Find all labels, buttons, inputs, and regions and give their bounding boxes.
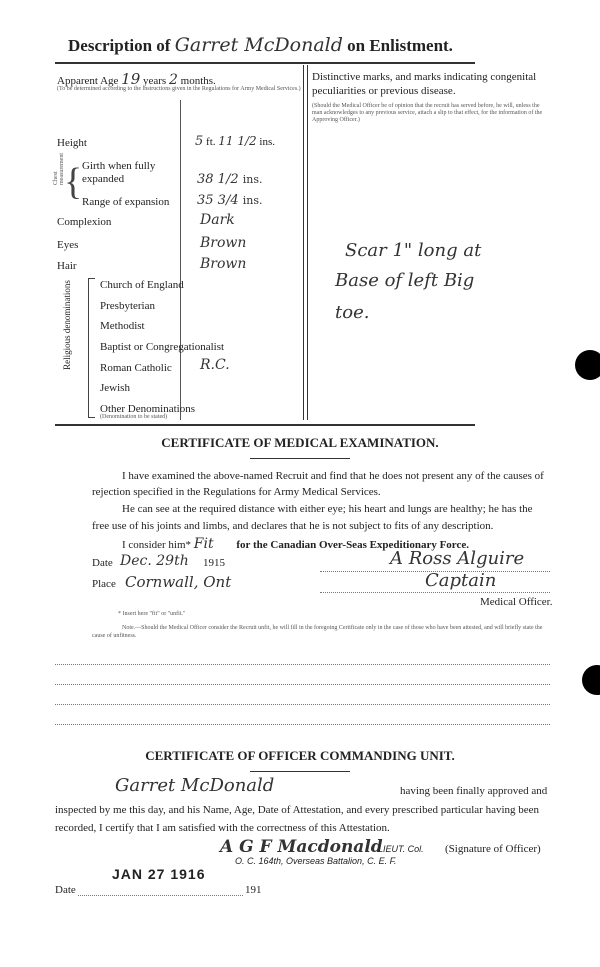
hair-label: Hair — [57, 260, 77, 272]
ins-label: ins. — [242, 194, 263, 207]
age-note: (To be determined according to the instructions given in the Regulations for Army Medical Services.) — [57, 86, 301, 92]
months-label: months. — [180, 75, 216, 87]
medical-officer-signature: A Ross Alguire — [390, 548, 525, 569]
medical-heading: CERTIFICATE OF MEDICAL EXAMINATION. — [161, 435, 439, 450]
height-value — [195, 134, 275, 149]
year: 1915 — [203, 557, 225, 569]
consider-suffix: for the Canadian Over-Seas Expeditionary Force. — [236, 539, 469, 551]
religion-item: Methodist — [100, 320, 145, 332]
religion-item: Roman Catholic — [100, 362, 172, 374]
height-label: Height — [57, 137, 87, 149]
ins-label: ins. — [259, 136, 276, 148]
brace: { — [64, 161, 83, 203]
complexion-label: Complexion — [57, 216, 112, 228]
religion-item: Jewish — [100, 382, 130, 394]
commanding-text: inspected by me this day, and his Name, Age, Date of Attestation, and every prescribed particular having been recorded, I certify that I am satisfied with the correctness of this Attestation. — [55, 804, 540, 834]
religion-value: R.C. — [200, 357, 230, 373]
girth-number: 38 1/2 — [197, 172, 239, 187]
date-stamp: JAN 27 1916 — [112, 866, 206, 882]
other-note: (Denomination to be stated) — [100, 414, 168, 420]
religion-label: Religious denominations — [62, 280, 72, 370]
date-label: Date — [55, 884, 76, 896]
divider — [55, 424, 475, 426]
hair-value: Brown — [200, 256, 247, 272]
commanding-officer-signature: A G F Macdonald — [220, 837, 383, 857]
ins-label: ins. — [242, 173, 263, 186]
range-number: 35 3/4 — [197, 193, 239, 208]
girth-value — [197, 172, 263, 187]
marks-line: Scar 1" long at — [345, 240, 482, 261]
divider — [250, 771, 350, 772]
height-in: 11 1/2 — [218, 134, 257, 148]
girth-label: Girth when fully expanded — [82, 160, 156, 185]
medical-officer-rank: Captain — [425, 570, 497, 591]
insert-note: * Insert here "fit" or "unfit." — [118, 611, 186, 617]
fit-value: Fit — [193, 536, 214, 552]
divider — [250, 458, 350, 459]
religion-item: Other Denominations — [100, 403, 196, 415]
stamp-unit: O. C. 164th, Overseas Battalion, C. E. F. — [235, 856, 397, 866]
age-years: 19 — [121, 70, 141, 88]
years-label: years — [143, 75, 167, 87]
eyes-label: Eyes — [57, 239, 79, 251]
recruit-name-field: Garret McDonald — [115, 775, 275, 796]
range-label: Range of expansion — [82, 196, 170, 208]
place-value: Cornwall, Ont — [125, 573, 232, 591]
medical-paragraph: I have examined the above-named Recruit and find that he does not present any of the causes of rejection specified in the Regulations for Army Medical Services. — [92, 470, 544, 498]
footnote: Note.—Should the Medical Officer consider the Recruit unfit, he will fill in the foregoing Certificate only in the case of those who have been attested, and will briefly state the cause of unfitness. — [92, 625, 543, 639]
recruit-name: Garret McDonald — [174, 34, 343, 56]
date-label: Date — [92, 557, 113, 569]
commanding-text: having been finally approved and — [400, 785, 548, 797]
column-divider — [180, 100, 181, 420]
marks-line: Base of left Big — [335, 270, 475, 291]
stamp-rank: LIEUT. Col. — [378, 844, 424, 854]
signature-label: (Signature of Officer) — [445, 843, 541, 855]
height-ft: 5 — [195, 134, 204, 149]
place-label: Place — [92, 578, 116, 590]
column-divider — [303, 65, 308, 420]
year-prefix: 191 — [245, 884, 262, 896]
marks-note: (Should the Medical Officer be of opinion that the recruit has served before, he will, unless the man acknowledges to any previous service, attach a slip to that effect, for the information of the Approving Officer.) — [312, 103, 543, 123]
punch-hole — [582, 665, 600, 695]
date-value: Dec. 29th — [120, 553, 189, 569]
medical-paragraph: He can see at the required distance with either eye; his heart and lungs are healthy; he has the free use of his joints and limbs, and declares that he is not subject to fits of any description. — [92, 503, 533, 532]
consider-label: I consider him* — [122, 539, 192, 551]
marks-line: toe. — [335, 302, 370, 323]
document-title — [68, 34, 453, 56]
range-value — [197, 193, 263, 208]
religion-item: Presbyterian — [100, 300, 155, 312]
complexion-value: Dark — [200, 212, 235, 228]
ft-label: ft. — [206, 136, 216, 148]
commanding-heading: CERTIFICATE OF OFFICER COMMANDING UNIT. — [145, 748, 455, 763]
officer-label: Medical Officer. — [480, 596, 553, 608]
brace — [88, 278, 95, 418]
title-prefix: Description of — [68, 36, 171, 55]
religion-item: Church of England — [100, 279, 184, 291]
chest-label: Chest measurement — [53, 153, 65, 185]
title-suffix: on Enlistment. — [347, 36, 453, 55]
religion-item: Baptist or Congregationalist — [100, 341, 225, 353]
divider — [55, 62, 475, 64]
age-months: 2 — [168, 72, 178, 88]
punch-hole — [575, 350, 600, 380]
marks-heading: Distinctive marks, and marks indicating congenital peculiarities or previous disease. — [312, 71, 537, 97]
eyes-value: Brown — [200, 235, 247, 251]
age-label: Apparent Age — [57, 75, 119, 87]
